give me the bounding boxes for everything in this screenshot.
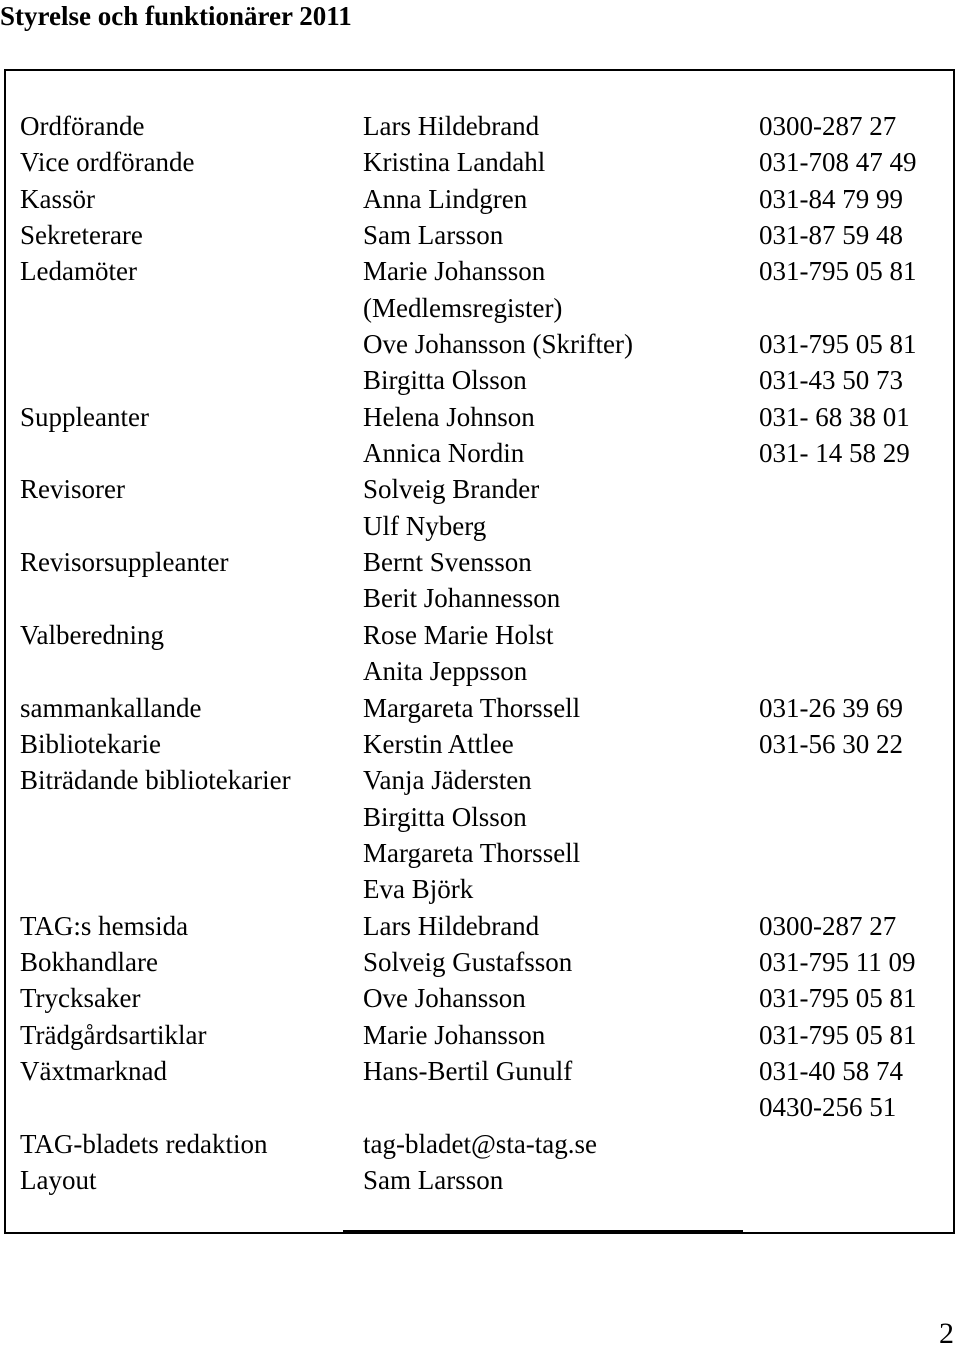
role-cell: Suppleanter xyxy=(20,401,149,432)
role-cell: Biträdande bibliotekarier xyxy=(20,765,291,796)
table-row xyxy=(20,144,945,180)
table-row xyxy=(20,362,945,398)
name-cell: Marie Johansson xyxy=(363,256,546,287)
role-cell: Kassör xyxy=(20,183,95,214)
table-row xyxy=(20,653,945,689)
table-row xyxy=(20,399,945,435)
table-row xyxy=(20,690,945,726)
table-row xyxy=(20,1162,945,1198)
phone-cell: 031-795 05 81 xyxy=(759,983,917,1014)
table-row xyxy=(20,435,945,471)
table-row xyxy=(20,471,945,507)
table-row xyxy=(20,1017,945,1053)
role-cell: Vice ordförande xyxy=(20,147,195,178)
phone-cell: 031- 14 58 29 xyxy=(759,438,910,469)
name-cell: Solveig Brander xyxy=(363,474,540,505)
name-cell: Anita Jeppsson xyxy=(363,656,528,687)
table-row xyxy=(20,217,945,253)
table-row xyxy=(20,290,945,326)
role-cell: Ordförande xyxy=(20,111,145,141)
phone-cell: 031-26 39 69 xyxy=(759,692,903,723)
table-row xyxy=(20,726,945,762)
name-cell: Kerstin Attlee xyxy=(363,728,514,759)
phone-cell: 0300-287 27 xyxy=(759,111,897,141)
table-row xyxy=(20,944,945,980)
phone-cell: 031-43 50 73 xyxy=(759,365,903,396)
role-cell: Växtmarknad xyxy=(20,1055,167,1086)
table-row xyxy=(20,326,945,362)
name-cell: Margareta Thorssell xyxy=(363,837,581,868)
table-row xyxy=(20,580,945,616)
table-row xyxy=(20,1126,945,1162)
table-row xyxy=(20,108,945,144)
role-cell: Valberedning xyxy=(20,619,164,650)
board-table xyxy=(20,108,945,1198)
name-cell: tag-bladet@sta-tag.se xyxy=(363,1128,598,1159)
phone-cell: 031-84 79 99 xyxy=(759,183,903,214)
table-row xyxy=(20,544,945,580)
role-cell: sammankallande xyxy=(20,692,202,723)
page-number: 2 xyxy=(939,1317,954,1350)
name-cell: Helena Johnson xyxy=(363,401,535,432)
name-cell: Ove Johansson xyxy=(363,983,526,1014)
phone-cell: 031-40 58 74 xyxy=(759,1055,903,1086)
name-cell: Sam Larsson xyxy=(363,1164,504,1195)
table-row xyxy=(20,980,945,1016)
name-cell: Bernt Svensson xyxy=(363,547,532,578)
table-row xyxy=(20,253,945,289)
table-row xyxy=(20,799,945,835)
phone-cell: 031-795 05 81 xyxy=(759,256,917,287)
phone-cell: 031-795 05 81 xyxy=(759,329,917,360)
name-cell: Margareta Thorssell xyxy=(363,692,581,723)
name-cell: Vanja Jädersten xyxy=(363,765,532,796)
phone-cell: 0430-256 51 xyxy=(759,1092,897,1123)
role-cell: Sekreterare xyxy=(20,220,143,251)
phone-cell: 031-56 30 22 xyxy=(759,728,903,759)
role-cell: Layout xyxy=(20,1164,97,1195)
phone-cell: 031-87 59 48 xyxy=(759,220,903,251)
name-cell: (Medlemsregister) xyxy=(363,292,563,323)
name-cell: Ove Johansson (Skrifter) xyxy=(363,329,633,360)
bottom-rule xyxy=(343,1230,743,1232)
page-title: Styrelse och funktionärer 2011 xyxy=(0,1,352,31)
role-cell: Trädgårdsartiklar xyxy=(20,1019,207,1050)
name-cell: Berit Johannesson xyxy=(363,583,561,614)
name-cell: Lars Hildebrand xyxy=(363,910,540,941)
name-cell: Solveig Gustafsson xyxy=(363,946,573,977)
role-cell: Revisorsuppleanter xyxy=(20,547,229,578)
name-cell: Marie Johansson xyxy=(363,1019,546,1050)
table-row xyxy=(20,508,945,544)
name-cell: Lars Hildebrand xyxy=(363,111,540,141)
name-cell: Annica Nordin xyxy=(363,438,525,469)
name-cell: Birgitta Olsson xyxy=(363,801,527,832)
table-row xyxy=(20,617,945,653)
name-cell: Eva Björk xyxy=(363,874,474,905)
name-cell: Sam Larsson xyxy=(363,220,504,251)
name-cell: Rose Marie Holst xyxy=(363,619,554,650)
name-cell: Anna Lindgren xyxy=(363,183,528,214)
table-row xyxy=(20,181,945,217)
role-cell: TAG-bladets redaktion xyxy=(20,1128,268,1159)
phone-cell: 031-708 47 49 xyxy=(759,147,917,178)
role-cell: TAG:s hemsida xyxy=(20,910,189,941)
table-row xyxy=(20,871,945,907)
table-row xyxy=(20,762,945,798)
role-cell: Trycksaker xyxy=(20,983,141,1014)
phone-cell: 0300-287 27 xyxy=(759,910,897,941)
name-cell: Hans-Bertil Gunulf xyxy=(363,1055,573,1086)
name-cell: Ulf Nyberg xyxy=(363,510,487,541)
phone-cell: 031-795 05 81 xyxy=(759,1019,917,1050)
name-cell: Kristina Landahl xyxy=(363,147,546,178)
role-cell: Revisorer xyxy=(20,474,125,505)
table-row xyxy=(20,835,945,871)
phone-cell: 031-795 11 09 xyxy=(759,946,916,977)
table-row xyxy=(20,908,945,944)
role-cell: Bokhandlare xyxy=(20,946,158,977)
name-cell: Birgitta Olsson xyxy=(363,365,527,396)
table-row xyxy=(20,1089,945,1125)
table-row xyxy=(20,1053,945,1089)
role-cell: Ledamöter xyxy=(20,256,137,287)
phone-cell: 031- 68 38 01 xyxy=(759,401,910,432)
role-cell: Bibliotekarie xyxy=(20,728,161,759)
